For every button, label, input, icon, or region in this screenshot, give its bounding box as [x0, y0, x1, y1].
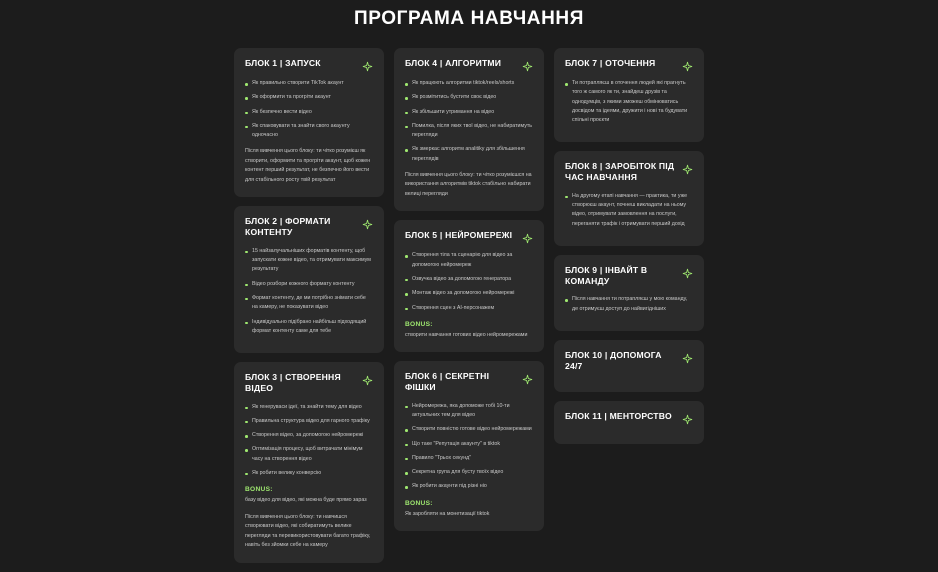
block-card: [554, 401, 704, 444]
card-item-list: [565, 79, 693, 125]
list-item: Правило "Трьох секунд": [405, 454, 533, 463]
card-item-list: [565, 192, 693, 229]
card-note: Після вивчення цього блоку: ти чітко розумієш як створити, оформити та прогріти акаунт, щоб кожен контент перший результат, не безпечно його вести для стабільного росту твій результат: [245, 148, 371, 183]
list-item: Як генеруваси ідеї, та знайти тему для відео: [245, 403, 373, 412]
list-item: Відео розбори кожного формату контенту: [245, 280, 373, 289]
list-item: Монтаж відео за допомогою нейромережі: [405, 289, 533, 298]
card-item-list: [405, 79, 533, 164]
list-item: Ти потрапляєш в оточення людей які прагнуть того ж самого як ти, знайдеш друзів та однодумців, з якими зможеш обмінюватись досвідом та ідеями, дружити і нові та будувати спільні проєкти: [565, 79, 693, 125]
card-header: [245, 58, 373, 70]
list-item: Створення відео, за допомогою нейромережі: [245, 431, 373, 440]
card-item-list: [245, 247, 373, 336]
blocks-masonry: [234, 48, 704, 572]
block-card: [234, 48, 384, 197]
card-title: БЛОК 2 | ФОРМАТИ КОНТЕНТУ: [245, 216, 331, 238]
list-item: Як безпечно вести відео: [245, 108, 373, 117]
sparkle-icon: [682, 412, 693, 423]
list-item: Як змеркас алгоритм analitiky для збільшення переглядів: [405, 145, 533, 164]
card-item-list: [565, 295, 693, 314]
list-item: Як робити акаунти під різні ніо: [405, 482, 533, 491]
sparkle-icon: [362, 217, 373, 228]
card-title: БЛОК 7 | ОТОЧЕННЯ: [565, 58, 656, 68]
list-item: 15 найзалучальніших форматів контенту, щоб запускати кожне відео, та отримувати максимум результату: [245, 247, 373, 275]
list-item: Як робити велику конверсію: [245, 469, 373, 478]
list-item: Секретна група для бусту твоїх відео: [405, 468, 533, 477]
list-item: Нейромережа, яка допоможе тобі 10-ти актуальних тем для відео: [405, 402, 533, 421]
list-item: Що таке "Репутація акаунту" в tiktok: [405, 440, 533, 449]
card-title: БЛОК 4 | АЛГОРИТМИ: [405, 58, 502, 68]
bonus-label: BONUS:: [405, 320, 433, 328]
card-note: Після вивчення цього блоку: ти чітко розумієшся на використання алгоритмів tiktok стабільно набирати велиці перегляди: [405, 171, 532, 197]
list-item: Формат контенту, де ми потрібно знімати себе на камеру, не показувати відео: [245, 294, 373, 313]
block-card: [234, 206, 384, 353]
card-item-list: [405, 402, 533, 492]
card-header: [405, 230, 533, 242]
block-card: [554, 48, 704, 142]
list-item: Помилка, після яких твої відео, не набиратимуть перегляди: [405, 122, 533, 141]
sparkle-icon: [522, 59, 533, 70]
card-title: БЛОК 10 | ДОПОМОГА 24/7: [565, 349, 662, 371]
list-item: Як розмітитись бустити своє відео: [405, 93, 533, 102]
card-header: [405, 58, 533, 70]
block-card: [394, 361, 544, 531]
bonus-text: створити навчання готових відео нейромережами: [405, 331, 528, 338]
block-card: [554, 151, 704, 246]
list-item: Озвучка відео за допомогою генератора: [405, 275, 533, 284]
bonus-label: BONUS:: [245, 486, 273, 494]
card-header: [565, 58, 693, 70]
sparkle-icon: [682, 351, 693, 362]
list-item: На другому етапі навчання — практика, ти уже створюєш акаунт, почнеш викладати на ньому відео, отримувати замовлення на послуги, переганяти трафік і отримувати перший дохід: [565, 192, 693, 229]
list-item: Створення тіла та сценарію для відео за допомогою нейромереж: [405, 251, 533, 270]
card-title: БЛОК 8 | ЗАРОБІТОК ПІД ЧАС НАВЧАННЯ: [565, 161, 675, 183]
card-item-list: [405, 251, 533, 312]
card-header: [245, 372, 373, 393]
list-item: Як працюють алгоритми tiktok/reels/shorts: [405, 79, 533, 88]
card-header: [565, 411, 693, 423]
sparkle-icon: [522, 231, 533, 242]
list-item: Як збільшити утримання на відео: [405, 108, 533, 117]
sparkle-icon: [362, 373, 373, 384]
block-card: [554, 255, 704, 331]
card-header: [245, 216, 373, 237]
block-card: [394, 220, 544, 352]
list-item: Створити повністю готове відео нейромережами: [405, 425, 533, 434]
sparkle-icon: [682, 266, 693, 277]
sparkle-icon: [362, 59, 373, 70]
list-item: Як спаковувати та знайти свого акаунту одночасно: [245, 122, 373, 141]
list-item: Як правильно створити TikTok акаунт: [245, 79, 373, 88]
card-title: БЛОК 1 | ЗАПУСК: [245, 58, 321, 68]
block-card: [554, 340, 704, 392]
page-title: ПРОГРАМА НАВЧАННЯ: [354, 8, 584, 29]
block-card: [234, 362, 384, 563]
bonus-text: базу відео для відео, які можна буде прямо зараз: [245, 497, 367, 504]
card-item-list: [245, 403, 373, 479]
sparkle-icon: [682, 162, 693, 173]
list-item: Індивідуально підібрано найбільш підходящий формат контенту саме для тебе: [245, 318, 373, 337]
card-title: БЛОК 9 | ІНВАЙТ В КОМАНДУ: [565, 264, 648, 286]
list-item: Як оформити та прогріти акаунт: [245, 93, 373, 102]
card-header: [565, 265, 693, 286]
block-card: [394, 48, 544, 211]
list-item: Оптимізація процесу, щоб витрачати мінімум часу на створення відео: [245, 445, 373, 464]
card-title: БЛОК 11 | МЕНТОРСТВО: [565, 411, 672, 422]
card-item-list: [245, 79, 373, 140]
list-item: Створення сцен з АІ-персонажем: [405, 304, 533, 313]
card-header: [405, 371, 533, 392]
list-item: Після навчання ти потрапляєш у мою команду, де отримуєш доступ до найвигідніших: [565, 295, 693, 314]
card-header: [565, 161, 693, 182]
list-item: Правильна структура відео для гарного трафіку: [245, 417, 373, 426]
bonus-label: BONUS:: [405, 499, 433, 507]
sparkle-icon: [522, 372, 533, 383]
sparkle-icon: [682, 59, 693, 70]
card-title: БЛОК 5 | НЕЙРОМЕРЕЖІ: [405, 230, 513, 241]
card-note: Після вивчення цього блоку: ти навчишся створювати відео, які собиратимуть велике перегляди та перевикористовувати багато трафіку, навіть без зйомки себе на камеру: [245, 513, 371, 549]
card-header: [565, 350, 693, 371]
card-title: БЛОК 6 | СЕКРЕТНІ ФІШКИ: [405, 371, 490, 393]
card-title: БЛОК 3 | СТВОРЕННЯ ВІДЕО: [245, 372, 341, 393]
bonus-text: Як заробляти на монетизації tiktok: [405, 510, 490, 517]
